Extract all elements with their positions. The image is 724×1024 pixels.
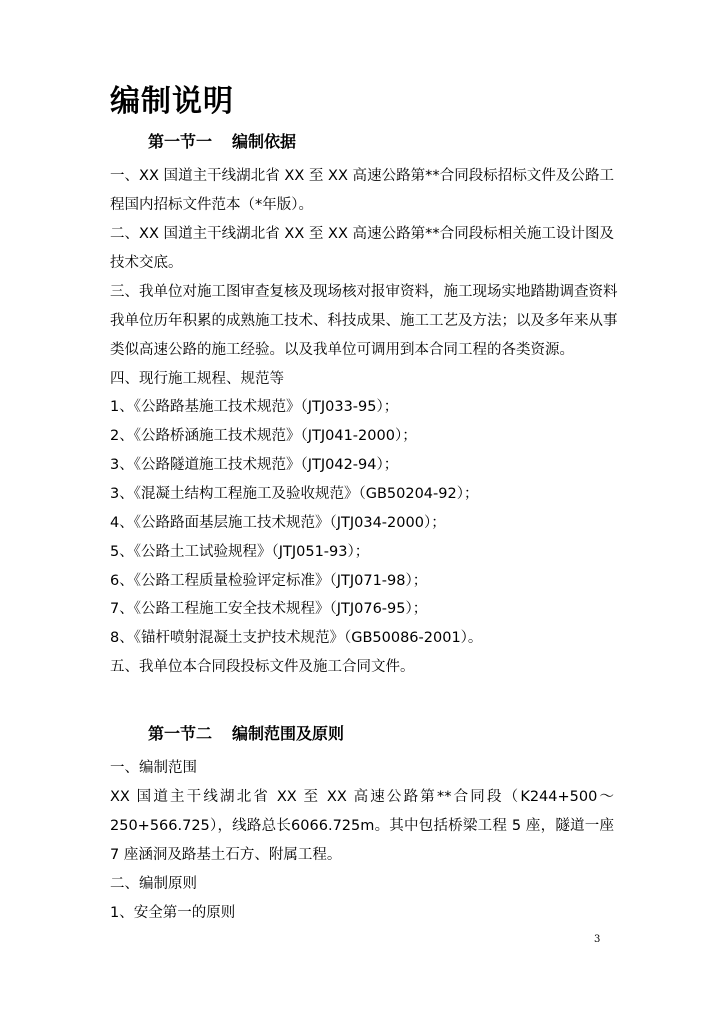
section-number: 第一节一 [148,132,213,151]
paragraph-line: 我单位历年积累的成熟施工技术、科技成果、施工工艺及方法；以及多年来从事 [110,313,618,329]
paragraph-line: 技术交底。 [110,255,183,271]
paragraph-line: 程国内招标文件范本（*年版）。 [110,197,313,213]
paragraph-line: 四、现行施工规程、规范等 [110,371,284,387]
section-title: 编制范围及原则 [232,724,345,743]
document-title: 编制说明 [110,84,234,119]
paragraph-line: XX 国道主干线湖北省 XX 至 XX 高速公路第**合同段（K244+500～ [110,789,614,805]
section-heading-basis [148,129,296,152]
paragraph-line: 一、XX 国道主干线湖北省 XX 至 XX 高速公路第**合同段标招标文件及公路工 [110,168,614,184]
paragraph-line: 250+566.725），线路总长6066.725m。其中包括桥梁工程 5 座，隧道一座 [110,818,614,834]
paragraph-line: 7 座涵洞及路基土石方、附属工程。 [110,847,342,863]
section-heading-scope [148,721,344,744]
list-item: 3、《混凝土结构工程施工及验收规范》（GB50204-92）； [110,486,479,502]
list-item: 4、《公路路面基层施工技术规范》（JTJ034-2000）； [110,515,446,531]
list-item: 8、《锚杆喷射混凝土支护技术规范》（GB50086-2001）。 [110,630,483,646]
list-item: 1、《公路路基施工技术规范》（JTJ033-95）； [110,399,399,415]
page-number: 3 [594,934,601,945]
list-item: 3、《公路隧道施工技术规范》（JTJ042-94）； [110,457,399,473]
paragraph-line: 类似高速公路的施工经验。以及我单位可调用到本合同工程的各类资源。 [110,342,574,358]
list-item: 6、《公路工程质量检验评定标准》（JTJ071-98）； [110,573,428,589]
list-item: 5、《公路土工试验规程》（JTJ051-93）； [110,544,370,560]
section-title: 编制依据 [232,132,297,151]
list-item: 2、《公路桥涵施工技术规范》（JTJ041-2000）； [110,428,417,444]
paragraph-line: 三、我单位对施工图审查复核及现场核对报审资料，施工现场实地踏勘调查资料 [110,284,618,300]
paragraph-line: 一、编制范围 [110,760,197,776]
paragraph-line: 1、安全第一的原则 [110,905,236,921]
section-number: 第一节二 [148,724,213,743]
paragraph-line: 五、我单位本合同段投标文件及施工合同文件。 [110,659,415,675]
paragraph-line: 二、编制原则 [110,876,197,892]
paragraph-line: 二、XX 国道主干线湖北省 XX 至 XX 高速公路第**合同段标相关施工设计图及 [110,226,614,242]
list-item: 7、《公路工程施工安全技术规程》（JTJ076-95）； [110,601,428,617]
